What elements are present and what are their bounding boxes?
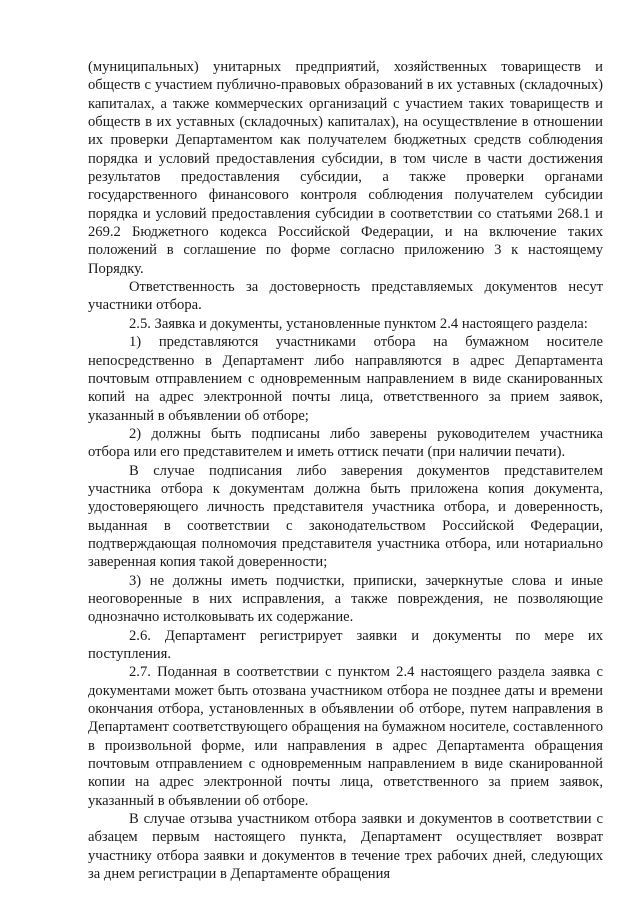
paragraph-responsibility: Ответственность за достоверность представляемых документов несут участники отбора. bbox=[88, 279, 603, 314]
paragraph-continuation: (муниципальных) унитарных предприятий, хозяйственных товариществ и обществ с участием публично-правовых образований в их уставных (складочных) капиталах, а также коммерческих организаций с участием таких товариществ и обществ в их уставных (складочных) капиталах), на осуществление в отношении их проверки Департаментом как получателем бюджетных средств соблюдения порядка и условий предоставления субсидии, в том числе в части достижения результатов предоставления субсидии, а также проверки органами государственного финансового контроля соблюдения получателем субсидии порядка и условий предоставления субсидии в соответствии со статьями 268.1 и 269.2 Бюджетного кодекса Российской Федерации, и на включение таких положений в соглашение по форме согласно приложению 3 к настоящему Порядку. bbox=[88, 59, 603, 277]
paragraph-clause-2-5-item-3: 3) не должны иметь подчистки, приписки, зачеркнутые слова и иные неоговоренные в них исправления, а также повреждения, не позволяющие однозначно истолковывать их содержание. bbox=[88, 572, 603, 626]
document-page bbox=[88, 58, 603, 883]
paragraph-clause-2-5-item-2: 2) должны быть подписаны либо заверены руководителем участника отбора или его представителем и иметь оттиск печати (при наличии печати). bbox=[88, 425, 603, 461]
paragraph-clause-2-6: 2.6. Департамент регистрирует заявки и документы по мере их поступления. bbox=[88, 627, 603, 662]
paragraph-clause-2-5: 2.5. Заявка и документы, установленные пунктом 2.4 настоящего раздела: bbox=[129, 315, 588, 332]
paragraph-clause-2-5-item-1: 1) представляются участниками отбора на бумажном носителе непосредственно в Департамент либо направляются в адрес Департамента почтовым отправлением с одновременным направлением в виде сканированных копий на адрес электронной почты лица, ответственного за прием заявок, указанный в объявлении об отборе; bbox=[88, 334, 603, 424]
paragraph-representative: В случае подписания либо заверения документов представителем участника отбора к документам должна быть приложена копия документа, удостоверяющего личность представителя участника отбора, и доверенность, выданная в соответствии с законодательством Российской Федерации, подтверждающая полномочия представителя участника отбора, или нотариально заверенная копия такой доверенности; bbox=[88, 462, 603, 571]
paragraph-withdrawal: В случае отзыва участником отбора заявки и документов в соответствии с абзацем первым настоящего пункта, Департамент осуществляет возврат участнику отбора заявки и документов в течение трех рабочих дней, следующих за днем регистрации в Департаменте обращения bbox=[88, 811, 603, 883]
paragraph-clause-2-7: 2.7. Поданная в соответствии с пунктом 2.4 настоящего раздела заявка с документами может быть отозвана участником отбора не позднее даты и времени окончания отбора, установленных в объявлении об отборе, путем направления в Департамент соответствующего обращения на бумажном носителе, составленного в произвольной форме, или направления в адрес Департамента обращения почтовым отправлением с одновременным направлением в виде сканированной копии на адрес электронной почты лица, ответственного за прием заявок, указанный в объявлении об отборе. bbox=[88, 664, 603, 809]
